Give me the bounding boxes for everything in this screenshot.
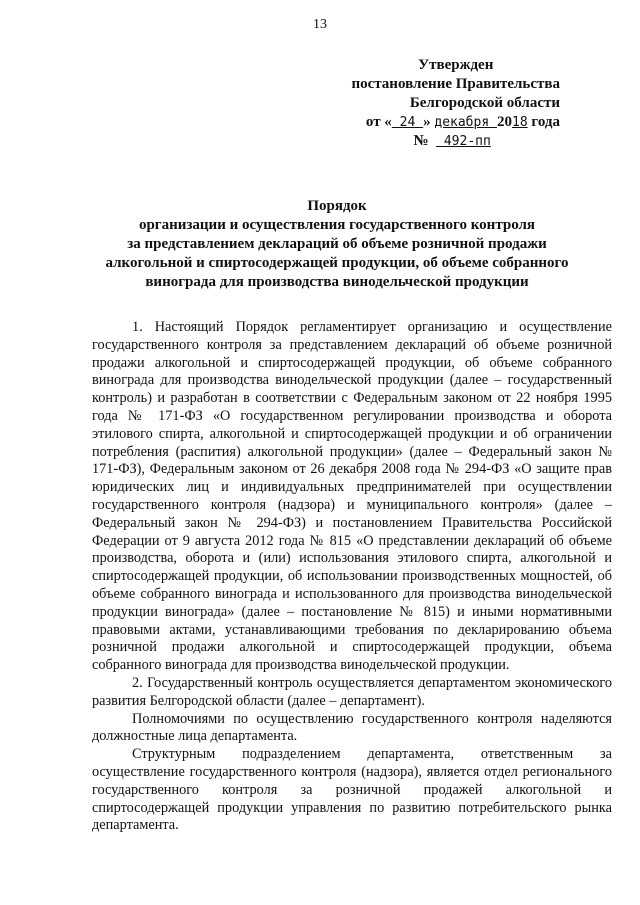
approval-line-1: постановление Правительства — [351, 76, 560, 92]
date-day: 24 — [391, 115, 424, 130]
date-year-suffix: 18 — [512, 115, 528, 130]
approval-number — [351, 132, 560, 151]
number-prefix: № — [413, 133, 429, 149]
heading-line: винограда для производства винодельческой продукции — [145, 274, 529, 290]
document-body — [92, 319, 612, 835]
number-value: 492-пп — [436, 134, 491, 149]
heading-line: алкогольной и спиртосодержащей продукции, об объеме собранного — [105, 255, 569, 271]
document-heading — [96, 197, 578, 292]
date-prefix: от « — [365, 114, 392, 130]
date-mid: » — [423, 114, 435, 130]
heading-title: Порядок — [307, 198, 367, 214]
paragraph-2: 2. Государственный контроль осуществляется департаментом экономического развития Белгородской области (далее – департамент). — [92, 674, 612, 709]
paragraph-1: 1. Настоящий Порядок регламентирует организацию и осуществление государственного контроля за представлением деклараций об объеме розничной продажи алкогольной и спиртосодержащей продукции, об объеме собранного винограда для производства винодельческой продукции (далее – государственный контроль) и разработан в соответствии с Федеральным законом от 22 ноября 1995 года № 171-ФЗ «О государственном регулировании производства и оборота этилового спирта, алкогольной и спиртосодержащей продукции и об ограничении потребления (распития) алкогольной продукции» (далее – Федеральный закон № 171-ФЗ), Федеральным законом от 26 декабря 2008 года № 294-ФЗ «О защите прав юридических лиц и индивидуальных предпринимателей при осуществлении государственного контроля (надзора) и муниципального контроля» (далее – Федеральный закон № 294-ФЗ) и постановлением Правительства Российской Федерации от 9 августа 2012 года № 815 «О представлении деклараций об объеме производства, оборота и (или) использования этилового спирта, алкогольной и спиртосодержащей продукции, об использовании производственных мощностей, об объеме собранного винограда и использованного для производства винодельческой продукции винограда» (далее – постановление № 815) и иными нормативными правовыми актами, устанавливающими требования по декларированию объема розничной продажи алкогольной и спиртосодержащей продукции, объема собранного винограда для производства винодельческой продукции. — [92, 319, 612, 674]
heading-line: организации и осуществления государственного контроля — [138, 217, 536, 233]
approval-line-2: Белгородской области — [409, 95, 560, 111]
heading-line: за представлением деклараций об объеме розничной продажи — [127, 236, 547, 252]
date-suffix: года — [527, 114, 560, 130]
date-month: декабря — [434, 115, 497, 130]
approval-title: Утвержден — [418, 57, 494, 73]
approval-date — [351, 113, 560, 132]
date-year-prefix: 20 — [497, 114, 512, 130]
paragraph-4: Структурным подразделением департамента, ответственным за осуществление государственного контроля (надзора), является отдел регионального государственного контроля за розничной продажей алкогольной и спиртосодержащей продукции управления по развитию потребительского рынка департамента. — [92, 746, 612, 834]
approval-block — [351, 56, 560, 151]
paragraph-3: Полномочиями по осуществлению государственного контроля наделяются должностные лица департамента. — [92, 710, 612, 745]
page-number: 13 — [313, 17, 327, 32]
